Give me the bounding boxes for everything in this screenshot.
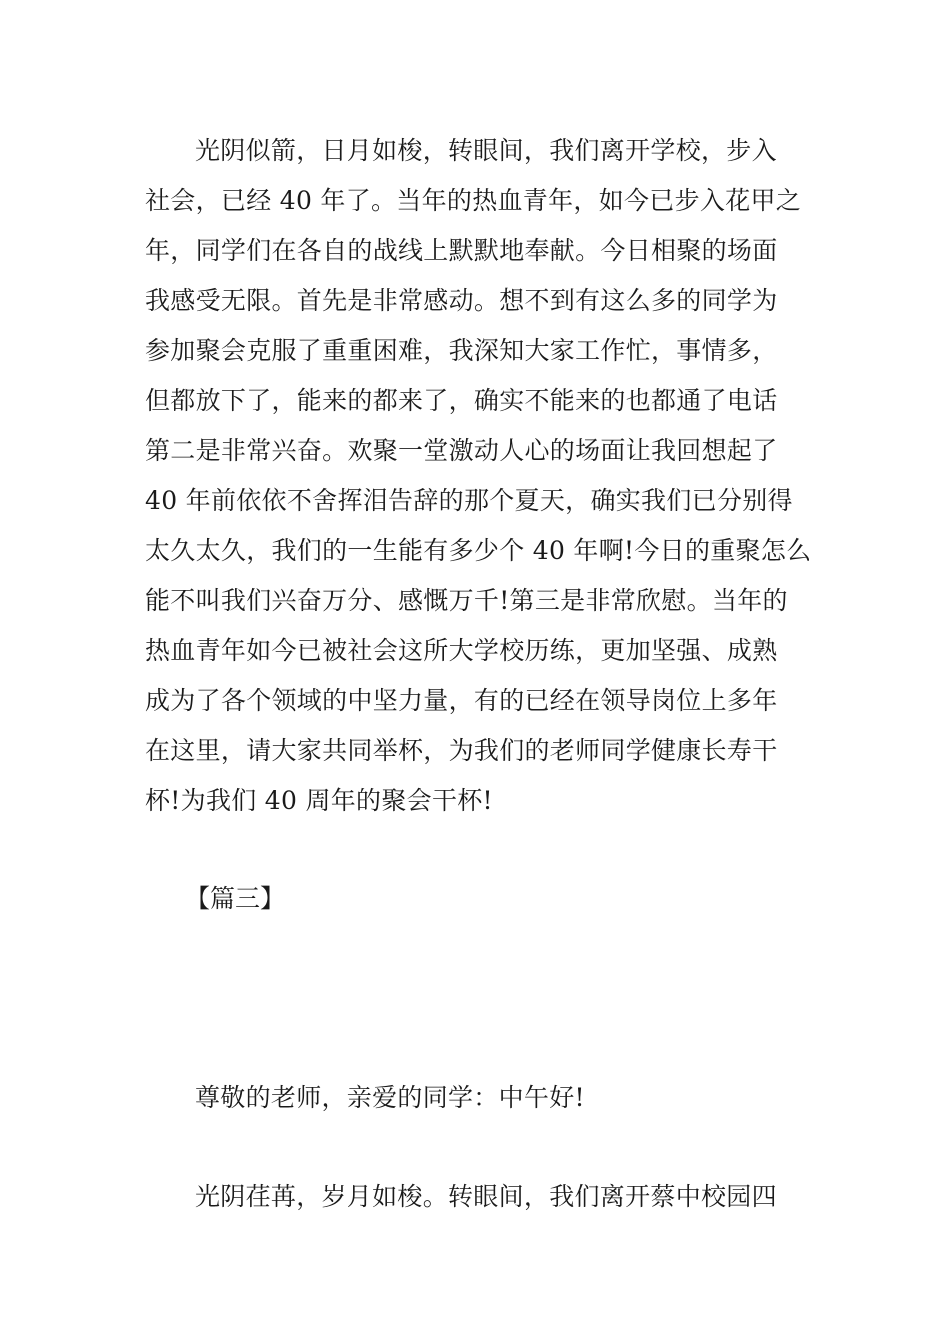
paragraph-line: 社会，已经 40 年了。当年的热血青年，如今已步入花甲之 — [145, 186, 802, 215]
section-heading: 【篇三】 — [185, 884, 286, 913]
paragraph-line: 第二是非常兴奋。欢聚一堂激动人心的场面让我回想起了 — [145, 436, 778, 465]
paragraph-line: 参加聚会克服了重重困难，我深知大家工作忙，事情多， — [145, 336, 778, 365]
paragraph-line: 在这里，请大家共同举杯，为我们的老师同学健康长寿干 — [145, 736, 778, 765]
greeting-line: 尊敬的老师，亲爱的同学：中午好! — [195, 1083, 585, 1112]
paragraph-line: 年，同学们在各自的战线上默默地奉献。今日相聚的场面 — [145, 236, 778, 265]
paragraph-line: 但都放下了，能来的都来了，确实不能来的也都通了电话 — [145, 386, 778, 415]
paragraph-line: 热血青年如今已被社会这所大学校历练，更加坚强、成熟 — [145, 636, 778, 665]
paragraph-line: 成为了各个领域的中坚力量，有的已经在领导岗位上多年 — [145, 686, 778, 715]
paragraph-line: 杯!为我们 40 周年的聚会干杯! — [145, 786, 493, 815]
paragraph-line: 光阴荏苒，岁月如梭。转眼间，我们离开蔡中校园四 — [195, 1182, 777, 1211]
paragraph-line: 光阴似箭，日月如梭，转眼间，我们离开学校，步入 — [195, 136, 777, 165]
paragraph-line: 太久太久，我们的一生能有多少个 40 年啊!今日的重聚怎么 — [145, 536, 812, 565]
paragraph-line: 我感受无限。首先是非常感动。想不到有这么多的同学为 — [145, 286, 778, 315]
paragraph-line: 能不叫我们兴奋万分、感慨万千!第三是非常欣慰。当年的 — [145, 586, 788, 615]
paragraph-line: 40 年前依依不舍挥泪告辞的那个夏天，确实我们已分别得 — [145, 486, 793, 515]
